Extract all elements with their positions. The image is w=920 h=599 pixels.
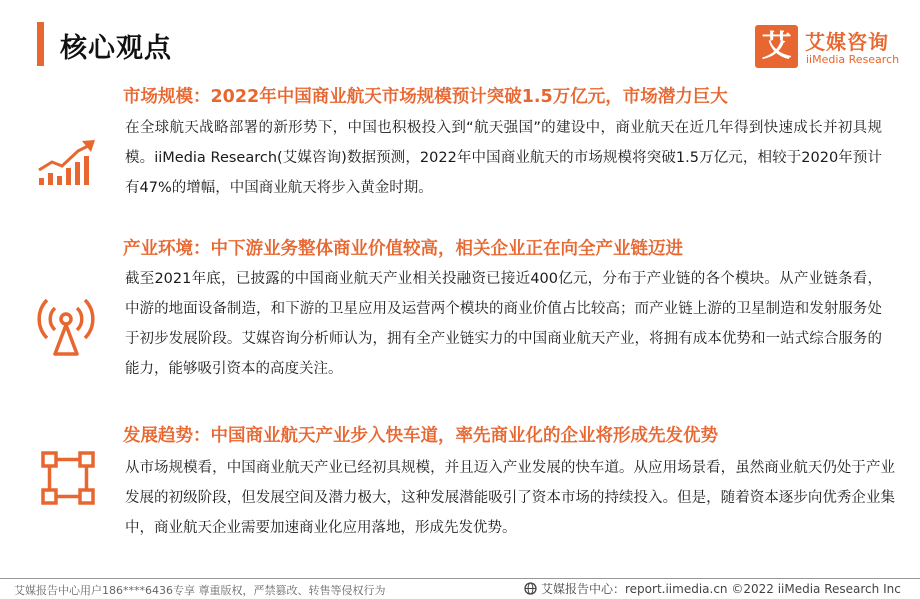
trend-up-icon: [36, 138, 98, 192]
section-heading: 发展趋势：中国商业航天产业步入快车道，率先商业化的企业将形成先发优势: [123, 426, 718, 446]
globe-icon: [524, 582, 537, 598]
footer-source-text: 艾媒报告中心：report.iimedia.cn ©2022 iiMedia Research Inc: [541, 582, 901, 596]
section-body: 截至2021年底，已披露的中国商业航天产业相关投融资已接近400亿元，分布于产业链的各个模块。从产业链条看，中游的地面设备制造，和下游的卫星应用及运营两个模块的商业价值占比较高；而产业链上游的卫星制造和发射服务处于初步发展阶段。艾媒咨询分析师认为，拥有全产业链实力的中国商业航天产业，将拥有成本优势和一站式综合服务的能力，能够吸引资本的高度关注。: [125, 271, 882, 377]
signal-tower-icon: [36, 295, 96, 361]
footer-divider: [0, 578, 920, 579]
section-body: 在全球航天战略部署的新形势下，中国也积极投入到“航天强国”的建设中，商业航天在近几年得到快速成长并初具规模。iiMedia Research(艾媒咨询)数据预测，2022年中国商业航天的市场规模将突破1.5万亿元，相较于2020年预计有47%的增幅，中国商业航天将步入黄金时期。: [125, 120, 882, 196]
logo-en-name: iiMedia Research: [806, 53, 900, 66]
logo-mark: 艾: [755, 25, 798, 68]
brand-logo: [755, 25, 905, 69]
section-heading: 市场规模：2022年中国商业航天市场规模预计突破1.5万亿元，市场潜力巨大: [123, 87, 728, 107]
page-title: 核心观点: [60, 33, 172, 64]
footer-copyright-notice: 艾媒报告中心用户186****6436专享 尊重版权，严禁篡改、转售等侵权行为: [14, 584, 386, 597]
title-accent-bar: [37, 22, 44, 66]
section-body: 从市场规模看，中国商业航天产业已经初具规模，并且迈入产业发展的快车道。从应用场景看，虽然商业航天仍处于产业发展的初级阶段，但发展空间及潜力极大，这种发展潜能吸引了资本市场的持续投入。但是，随着资本逐步向优秀企业集中，商业航天企业需要加速商业化应用落地，形成先发优势。: [125, 460, 895, 536]
section-heading: 产业环境：中下游业务整体商业价值较高，相关企业正在向全产业链迈进: [123, 239, 683, 259]
nodes-network-icon: [40, 450, 96, 510]
footer-source: [524, 580, 901, 598]
logo-cn-name: 艾媒咨询: [805, 30, 889, 54]
